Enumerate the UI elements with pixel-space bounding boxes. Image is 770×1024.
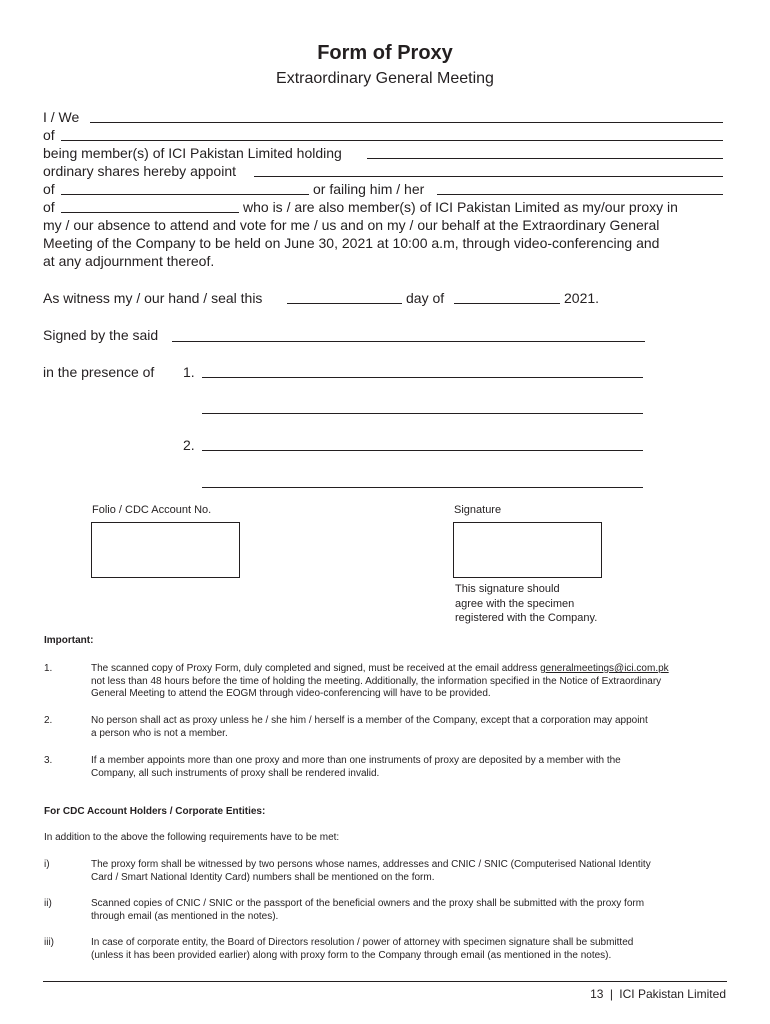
witness-2-number: 2. [183,437,195,453]
cdc-heading: For CDC Account Holders / Corporate Entities: [44,806,266,817]
signed-by-field[interactable] [172,341,645,342]
folio-box[interactable] [91,522,240,578]
of-field-2[interactable] [61,194,309,195]
cdc-item-2-number: ii) [44,898,52,909]
important-item-3 [91,755,731,780]
company-name: ICI Pakistan Limited [619,987,726,1001]
signature-note-line: agree with the specimen [455,597,575,610]
cdc-item-2-line: Scanned copies of CNIC / SNIC or the passport of the beneficial owners and the proxy shall be submitted with the proxy form [91,898,645,909]
cdc-intro: In addition to the above the following requirements have to be met: [44,832,340,843]
important-item-1 [91,663,731,701]
important-item-2 [91,715,731,740]
witness-label: As witness my / our hand / seal this [43,290,263,306]
page-subtitle: Extraordinary General Meeting [276,70,494,87]
of-label: of [43,127,55,143]
important-item-2-line: a person who is not a member. [91,727,228,739]
proxy-paragraph-line-3: at any adjournment thereof. [43,253,215,269]
witness-day-field[interactable] [287,303,402,304]
witness-month-field[interactable] [454,303,560,304]
cdc-item-1-line: The proxy form shall be witnessed by two persons whose names, addresses and CNIC / SNIC (Computerised National Identity [91,859,651,870]
witness-2-field-b[interactable] [202,487,643,488]
cdc-item-1 [91,859,731,884]
signature-box[interactable] [453,522,602,578]
cdc-item-2 [91,898,731,923]
proxy-paragraph-line-1: my / our absence to attend and vote for me / us and on my / our behalf at the Extraordinary General [43,217,660,233]
email-link[interactable]: generalmeetings@ici.com.pk [540,663,669,674]
important-item-1-line: General Meeting to attend the EOGM through video-conferencing will have to be provided. [91,688,491,699]
important-item-3-number: 3. [44,755,53,766]
important-item-2-number: 2. [44,715,53,726]
proxy-paragraph-line-2: Meeting of the Company to be held on June 30, 2021 at 10:00 a.m, through video-conferencing and [43,235,660,251]
of-field-3[interactable] [61,212,239,213]
important-item-1-text: The scanned copy of Proxy Form, duly completed and signed, must be received at the email address [91,663,541,674]
of-field-1[interactable] [61,140,723,141]
i-we-field[interactable] [90,122,723,123]
cdc-item-2-line: through email (as mentioned in the notes). [91,910,279,922]
or-failing-label: or failing him / her [313,181,425,197]
of-row-1 [43,126,55,144]
important-item-1-line [91,663,731,676]
year-label: 2021. [564,290,600,306]
presence-label: in the presence of [43,364,155,380]
being-members-row [43,144,342,162]
page-number: 13 [590,987,604,1001]
signature-note-line: registered with the Company. [455,612,598,624]
cdc-item-1-line: Card / Smart National Identity Card) numbers shall be mentioned on the form. [91,871,435,883]
signature-note-line: This signature should [455,583,560,595]
footer-divider [43,981,727,982]
important-item-3-line: If a member appoints more than one proxy and more than one instruments of proxy are deposited by a member with the [91,755,621,766]
i-we-label: I / We [43,109,80,125]
signed-by-label: Signed by the said [43,327,159,343]
of-row-3 [43,198,55,216]
page-title: Form of Proxy [317,42,453,64]
day-of-label: day of [406,290,445,306]
important-item-1-line: not less than 48 hours before the time of holding the meeting. Additionally, the information specified in the Notice of Extraordinary [91,675,662,687]
signature-label: Signature [454,504,502,516]
ordinary-shares-label: ordinary shares hereby appoint [43,163,237,179]
cdc-item-1-number: i) [44,859,50,870]
i-we-row [43,108,79,126]
folio-label: Folio / CDC Account No. [92,504,212,516]
witness-1-number: 1. [183,364,195,380]
who-is-label: who is / are also member(s) of ICI Pakistan Limited as my/our proxy in [243,199,678,215]
important-item-2-line: No person shall act as proxy unless he / she him / herself is a member of the Company, except that a corporation may appoint [91,715,648,726]
important-item-1-number: 1. [44,663,53,674]
cdc-item-3-number: iii) [44,937,54,948]
witness-2-field-a[interactable] [202,450,643,451]
of-label: of [43,181,55,197]
witness-1-field-b[interactable] [202,413,643,414]
cdc-item-3-line: (unless it has been provided earlier) along with proxy form to the Company through email (as mentioned in the notes). [91,949,612,961]
witness-1-field-a[interactable] [202,377,643,378]
shares-holding-field[interactable] [367,158,723,159]
being-members-label: being member(s) of ICI Pakistan Limited holding [43,145,342,161]
appoint-field[interactable] [254,176,723,177]
of-label: of [43,199,55,215]
footer-separator: | [609,987,613,1001]
cdc-item-3 [91,937,731,962]
important-item-3-line: Company, all such instruments of proxy shall be rendered invalid. [91,767,380,779]
cdc-item-3-line: In case of corporate entity, the Board of Directors resolution / power of attorney with specimen signature shall be submitted [91,937,634,948]
signature-note [455,582,597,626]
of-row-2 [43,180,55,198]
footer [590,987,726,1001]
or-failing-field[interactable] [437,194,723,195]
ordinary-shares-row [43,162,236,180]
important-heading: Important: [44,635,94,646]
